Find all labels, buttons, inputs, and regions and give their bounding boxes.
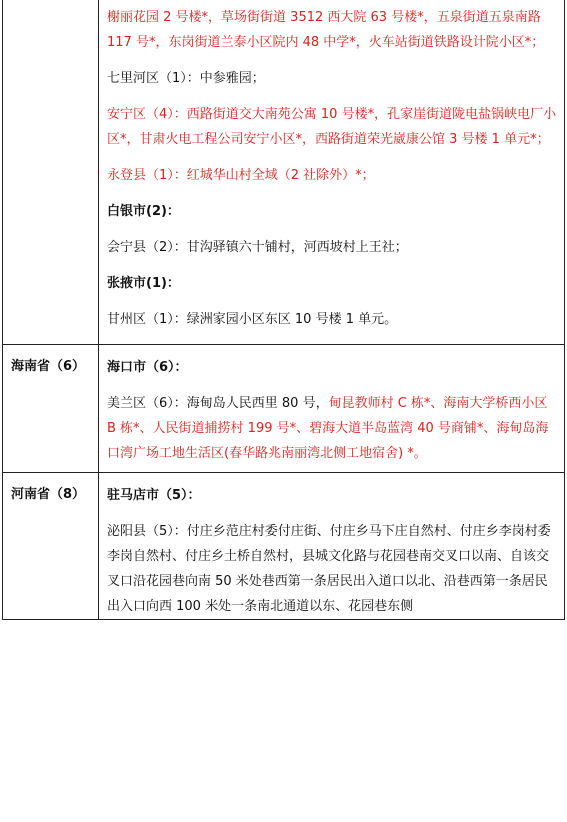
area-text: 七里河区（1）：中参雅园；	[107, 71, 265, 86]
table-row	[3, 0, 565, 345]
area-text: 会宁县（2）：甘沟驿镇六十铺村，河西坡村上王社；	[107, 240, 408, 255]
province-name	[3, 0, 98, 11]
area-text: 甘州区（1）：绿洲家园小区东区 10 号楼 1 单元。	[107, 312, 398, 327]
city-heading: 白银市(2)：	[107, 204, 180, 219]
province-name: 海南省（6）	[11, 359, 86, 374]
epidemic-area-table	[2, 0, 565, 620]
area-line	[107, 307, 560, 332]
province-cell	[3, 473, 99, 620]
area-line	[107, 163, 560, 188]
area-line	[107, 519, 560, 619]
table-row	[3, 345, 565, 473]
city-heading: 张掖市(1)：	[107, 276, 180, 291]
area-line	[107, 5, 560, 55]
risk-area-text: 榭丽花园 2 号楼*，草场街街道 3512 西大院 63 号楼*，五泉街道五泉南路 117 号*，东岗街道兰泰小区院内 48 中学*，火车站街道铁路设计院小区*；	[107, 10, 545, 50]
area-text: 泌阳县（5）：付庄乡范庄村委付庄街、付庄乡马下庄自然村、付庄乡李岗村委李岗自然村、付庄乡土桥自然村，县城文化路与花园巷南交叉口以南、自该交叉口沿花园巷向南 50 米处巷西第一条居民出入道口以北、沿巷西第一条居民出入口向西 100 米处一条南北通道以东、花园巷东侧	[107, 524, 551, 614]
province-name: 河南省（8）	[11, 487, 86, 502]
area-line	[107, 391, 560, 466]
province-cell	[3, 345, 99, 473]
table-row	[3, 473, 565, 620]
area-line	[107, 235, 560, 260]
city-heading: 海口市（6）：	[107, 360, 188, 375]
risk-area-text: 甸昆教师村 C 栋*、海南大学桥西小区 B 栋*、人民街道捕捞村 199 号*、碧海大道半岛蓝湾 40 号商铺*、海甸岛海口湾广场工地生活区(春华路兆南丽湾北侧工地宿舍) *。	[107, 396, 549, 461]
city-heading: 驻马店市（5）：	[107, 488, 201, 503]
risk-area-text: 永登县（1）：红城华山村全域（2 社除外）*；	[107, 168, 375, 183]
area-line	[107, 102, 560, 152]
content-cell	[99, 473, 565, 620]
area-text: 美兰区（6）：海甸岛人民西里 80 号，	[107, 396, 329, 411]
risk-area-text: 安宁区（4）：西路街道交大南苑公寓 10 号楼*，孔家崖街道陇电盐锅峡电厂小区*，甘肃火电工程公司安宁小区*，西路街道荣光崴康公馆 3 号楼 1 单元*；	[107, 107, 557, 147]
area-line	[107, 66, 560, 91]
content-cell	[99, 345, 565, 473]
content-cell	[99, 0, 565, 345]
province-cell	[3, 0, 99, 345]
